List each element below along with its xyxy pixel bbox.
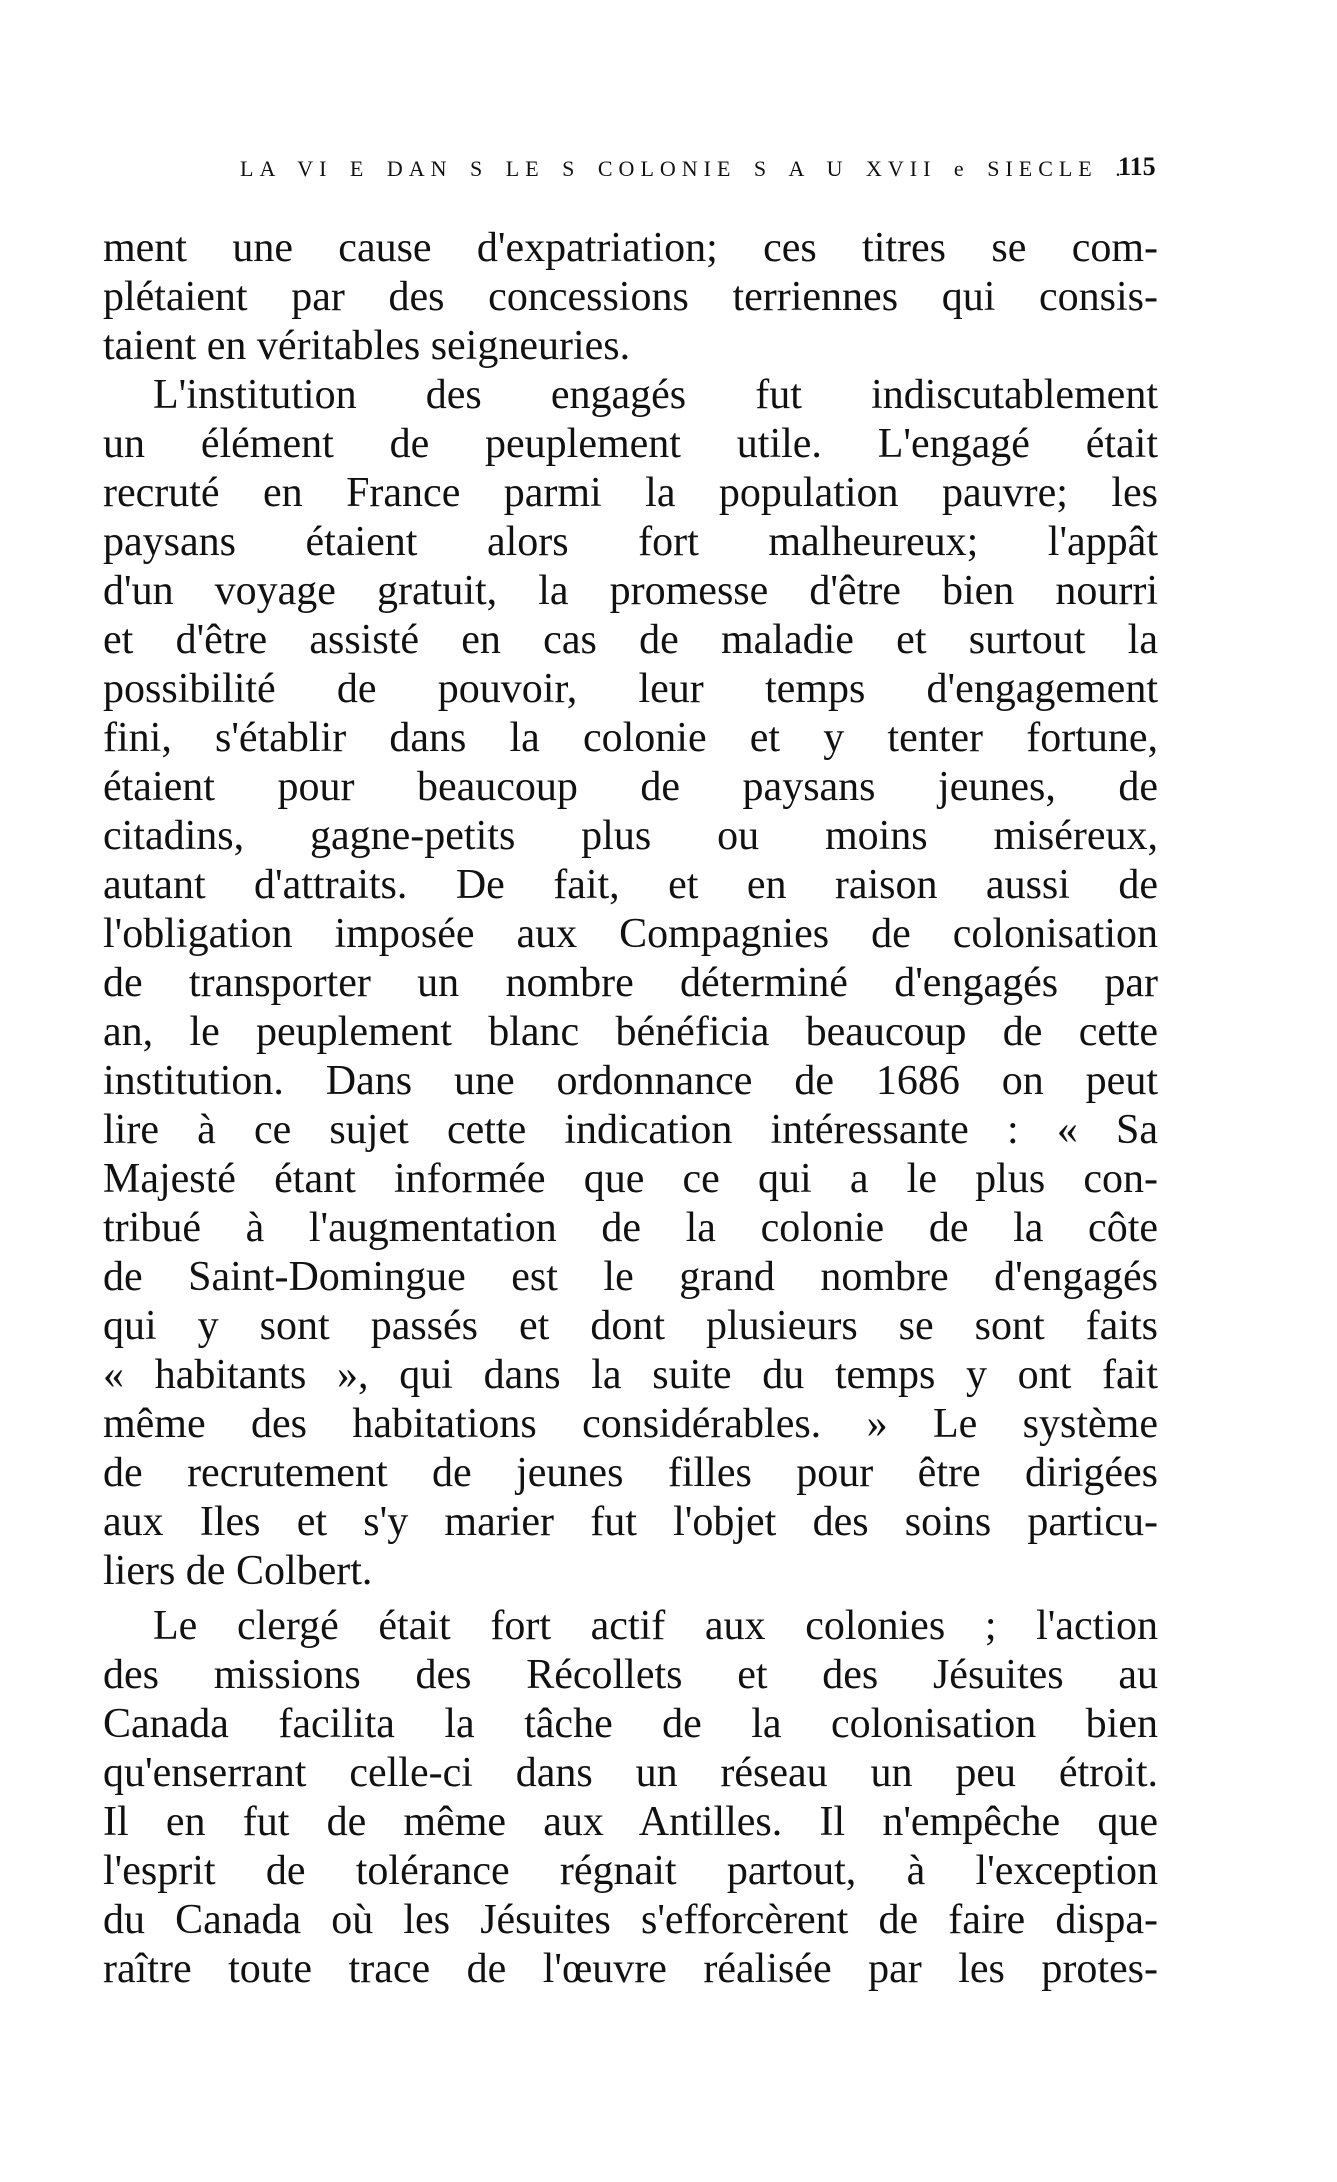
text-line: de Saint-Domingue est le grand nombre d'engagés (103, 1254, 1158, 1300)
text-line: ment une cause d'expatriation; ces titres se com- (103, 225, 1158, 271)
text-line: autant d'attraits. De fait, et en raison aussi de (103, 862, 1158, 908)
text-line: L'institution des engagés fut indiscutablement (153, 372, 1158, 418)
text-line: fini, s'établir dans la colonie et y tenter fortune, (103, 715, 1158, 761)
text-line: de recrutement de jeunes filles pour être dirigées (103, 1450, 1158, 1496)
text-line: qui y sont passés et dont plusieurs se sont faits (103, 1303, 1158, 1349)
text-line: possibilité de pouvoir, leur temps d'engagement (103, 666, 1158, 712)
page-number: 115 (1118, 152, 1156, 181)
text-line: Majesté étant informée que ce qui a le plus con- (103, 1156, 1158, 1202)
text-line: même des habitations considérables. » Le système (103, 1401, 1158, 1447)
text-line: aux Iles et s'y marier fut l'objet des soins particu- (103, 1499, 1158, 1545)
text-line: Canada facilita la tâche de la colonisation bien (103, 1701, 1158, 1747)
body-text (103, 224, 1158, 1994)
text-line: citadins, gagne-petits plus ou moins miséreux, (103, 813, 1158, 859)
text-line: l'obligation imposée aux Compagnies de colonisation (103, 911, 1158, 957)
text-line: Il en fut de même aux Antilles. Il n'empêche que (103, 1799, 1158, 1845)
text-line: un élément de peuplement utile. L'engagé était (103, 421, 1158, 467)
text-line: « habitants », qui dans la suite du temps y ont fait (103, 1352, 1158, 1398)
text-line: l'esprit de tolérance régnait partout, à l'exception (103, 1848, 1158, 1894)
text-line: et d'être assisté en cas de maladie et surtout la (103, 617, 1158, 663)
text-line: recruté en France parmi la population pauvre; les (103, 470, 1158, 516)
running-title: LA VI E DAN S LE S COLONIE S A U XVII e SIECLE . (240, 156, 1127, 181)
text-line: an, le peuplement blanc bénéficia beaucoup de cette (103, 1009, 1158, 1055)
text-line: étaient pour beaucoup de paysans jeunes, de (103, 764, 1158, 810)
paragraph-1 (103, 224, 1158, 371)
text-line: de transporter un nombre déterminé d'engagés par (103, 960, 1158, 1006)
text-line: paysans étaient alors fort malheureux; l'appât (103, 519, 1158, 565)
paragraph-3 (103, 1602, 1158, 1994)
text-line: lire à ce sujet cette indication intéressante : « Sa (103, 1107, 1158, 1153)
text-line: liers de Colbert. (103, 1548, 373, 1594)
text-line: institution. Dans une ordonnance de 1686 on peut (103, 1058, 1158, 1104)
text-line: du Canada où les Jésuites s'efforcèrent de faire dispa- (103, 1897, 1158, 1943)
text-line: Le clergé était fort actif aux colonies ; l'action (153, 1603, 1158, 1649)
text-line: raître toute trace de l'œuvre réalisée par les protes- (103, 1946, 1158, 1992)
text-line: taient en véritables seigneuries. (103, 323, 631, 369)
text-line: des missions des Récollets et des Jésuites au (103, 1652, 1158, 1698)
text-line: qu'enserrant celle-ci dans un réseau un peu étroit. (103, 1750, 1158, 1796)
text-line: tribué à l'augmentation de la colonie de la côte (103, 1205, 1158, 1251)
paragraph-2 (103, 371, 1158, 1596)
text-line: d'un voyage gratuit, la promesse d'être bien nourri (103, 568, 1158, 614)
text-line: plétaient par des concessions terriennes qui consis- (103, 274, 1158, 320)
